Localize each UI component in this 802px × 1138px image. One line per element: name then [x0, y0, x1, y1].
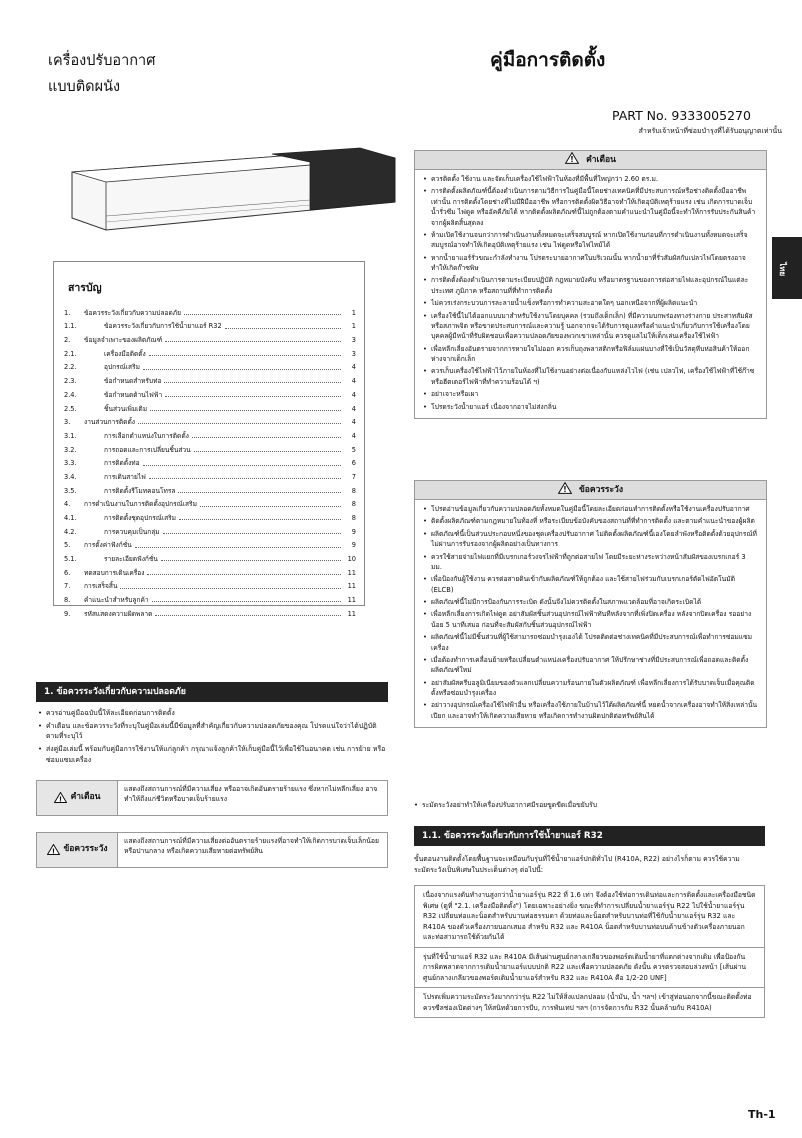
toc-entry-page: 4 [351, 431, 356, 440]
toc-entry-number: 2.4. [64, 390, 77, 399]
toc-leader [163, 533, 341, 534]
caution-item: • เพื่อป้องกันผู้ใช้งาน ควรต่อสายดินเข้ากับผลิตภัณฑ์ให้ถูกต้อง และใช้สายไฟร่วมกับเบรกเกอร์ตัดไฟอัตโนมัติ (ELCB) [423, 574, 758, 595]
section-r32-intro: ขั้นตอนงานติดตั้งโดยพื้นฐานจะเหมือนกับรุ่นที่ใช้น้ำยาแอร์ปกติทั่วไป (R410A, R22) อย่างไรก็ตาม ควรใช้ความระมัดระวังเป็นพิเศษในประเด็นต่างๆ ต่อไปนี้: [414, 855, 740, 874]
toc-entry-number: 2.3. [64, 377, 77, 386]
toc-entry-page: 11 [347, 582, 356, 591]
caution-item: • ติดตั้งผลิตภัณฑ์ตามกฎหมายในท้องที่ หรือระเบียบข้อบังคับของสถานที่ที่ทำการติดตั้ง และตามคำแนะนำของผู้ผลิต [423, 516, 758, 526]
toc-entry-number: 3. [64, 418, 71, 427]
toc-entry-number: 5.1. [64, 555, 77, 564]
svg-text:!: ! [563, 485, 567, 494]
toc-leader [149, 355, 341, 356]
caution-item: • ผลิตภัณฑ์นี้ไม่มีชิ้นส่วนที่ผู้ใช้สามารถซ่อมบำรุงเองได้ โปรดติดต่อช่างเทคนิคที่มีประสบการณ์เพื่อทำการซ่อมแซมเครื่อง [423, 632, 758, 653]
language-tab [772, 237, 802, 299]
toc-entry-label: ทดสอบการเดินเครื่อง [84, 568, 145, 577]
caution-item: • ผลิตภัณฑ์นี้ไม่มีการป้องกันการระเบิด ดังนั้นจึงไม่ควรติดตั้งในสภาพแวดล้อมที่อาจเกิดระเบิดได้ [423, 597, 758, 607]
svg-text:!: ! [570, 155, 574, 164]
toc-entry-number: 3.3. [64, 459, 77, 468]
product-name-line2: แบบติดผนัง [48, 79, 121, 95]
toc-list [64, 304, 356, 619]
toc-entry-label: ชิ้นส่วนเพิ่มเติม [104, 404, 148, 413]
caution-triangle-icon [558, 482, 572, 494]
toc-entry[interactable] [64, 345, 356, 359]
toc-entry-number: 3.5. [64, 486, 77, 495]
toc-entry-label: การติดตั้งชุดอุปกรณ์เสริม [104, 514, 177, 523]
toc-entry-page: 11 [347, 609, 356, 618]
legend-caution-text: แสดงถึงสถานการณ์ที่มีความเสี่ยงต่ออันตรายร้ายแรงที่อาจทำให้เกิดการบาดเจ็บเล็กน้อย หรือปานกลาง หรือเกิดความเสียหายต่อทรัพย์สิน [124, 836, 379, 855]
caution-item: • อย่าวางอุปกรณ์เครื่องใช้ไฟฟ้าอื่น หรือเครื่องใช้ภายในบ้านไว้ใต้ผลิตภัณฑ์นี้ หยดน้ำจากเครื่องอาจทำให้สิ่งเหล่านั้นเปียก และอาจทำให้เกิดความเสียหาย หรือเกิดการทำงานผิดปกติต่อทรัพย์สินได้ [423, 700, 758, 721]
toc-entry-page: 10 [347, 555, 356, 564]
toc-entry-number: 7. [64, 582, 71, 591]
toc-entry[interactable] [64, 482, 356, 496]
toc-entry-label: ข้อกำหนดสำหรับท่อ [104, 377, 162, 386]
warning-item: • อย่าเจาะหรือเผา [423, 389, 758, 399]
legend-warning [36, 780, 388, 816]
toc-leader [165, 396, 341, 397]
toc-entry[interactable] [64, 455, 356, 469]
caution-after-note: • ระมัดระวังอย่าทำให้เครื่องปรับอากาศมีรอยขูดขีดเมื่อขยับรับ [414, 800, 762, 811]
toc-entry-label: อุปกรณ์เสริม [104, 363, 140, 372]
toc-entry-page: 5 [351, 445, 356, 454]
warning-list [415, 170, 766, 418]
product-name-line1: เครื่องปรับอากาศ [48, 53, 156, 69]
toc-entry-number: 3.1. [64, 431, 77, 440]
toc-entry-label: รหัสแสดงความผิดพลาด [84, 609, 153, 618]
toc-entry-label: การเดินสายไฟ [104, 472, 146, 481]
toc-entry-page: 8 [351, 514, 356, 523]
toc-leader [138, 423, 341, 424]
toc-entry-label: การติดตั้งท่อ [104, 459, 140, 468]
toc-entry[interactable] [64, 592, 356, 606]
caution-item: • เมื่อต้องทำการเคลื่อนย้ายหรือเปลี่ยนตำแหน่งเครื่องปรับอากาศ ให้ปรึกษาช่างที่มีประสบการณ์เพื่อถอดและติดตั้งผลิตภัณฑ์ใหม่ [423, 655, 758, 676]
warning-item: • โปรดระวังน้ำยาแอร์ เนื่องจากอาจไม่ส่งกลิ่น [423, 402, 758, 412]
toc-entry-page: 4 [351, 418, 356, 427]
toc-entry-number: 2.1. [64, 349, 77, 358]
toc-entry[interactable] [64, 386, 356, 400]
warning-item: • ห้ามเปิดใช้งานจนกว่าการดำเนินงานทั้งหมดจะเสร็จสมบูรณ์ หากเปิดใช้งานก่อนที่การดำเนินงานทั้งหมดจะเสร็จสมบูรณ์อาจทำให้เกิดอุบัติเหตุร้ายแรง เช่น ไฟดูดหรือไฟไหม้ได้ [423, 230, 758, 251]
caution-box [414, 480, 767, 728]
toc-entry-label: ข้อควรระวังเกี่ยวกับความปลอดภัย [84, 308, 181, 317]
toc-entry-number: 1. [64, 308, 71, 317]
toc-entry-page: 9 [351, 527, 356, 536]
toc-leader [164, 382, 341, 383]
toc-entry-number: 2.5. [64, 404, 77, 413]
toc-entry-page: 8 [351, 486, 356, 495]
toc-entry-page: 9 [351, 541, 356, 550]
toc-entry-page: 4 [351, 363, 356, 372]
toc-entry-number: 8. [64, 596, 71, 605]
toc-entry-number: 2.2. [64, 363, 77, 372]
toc-entry-label: เครื่องมือติดตั้ง [104, 349, 146, 358]
legend-caution-tag [37, 833, 118, 867]
toc-entry-page: 3 [351, 349, 356, 358]
toc-entry-number: 4.1. [64, 514, 77, 523]
toc-entry-page: 7 [351, 472, 356, 481]
r32-info-cell: รุ่นที่ใช้น้ำยาแอร์ R32 และ R410A มีเส้นผ่านศูนย์กลางเกลียวของพอร์ตเติมน้ำยาที่แตกต่างจากเดิม เพื่อป้องกันการผิดพลาดจากการเติมน้ำยาแอร์แบบปกติ R22 และเพื่อความปลอดภัย ดังนั้น ควรตรวจสอบล่วงหน้า [เส้นผ่านศูนย์กลางเกลียวของพอร์ตเติมน้ำยาแอร์สำหรับ R32 และ R410A คือ 1/2-20 UNF] [415, 948, 764, 989]
toc-leader [184, 314, 341, 315]
toc-entry[interactable] [64, 427, 356, 441]
section-r32 [414, 826, 765, 1018]
toc-entry-page: 4 [351, 377, 356, 386]
toc-entry-page: 1 [351, 308, 356, 317]
toc-entry-number: 3.4. [64, 472, 77, 481]
toc-entry-number: 4.2. [64, 527, 77, 536]
toc-entry-page: 1 [351, 322, 356, 331]
caution-box-title: ข้อควรระวัง [578, 485, 623, 495]
warning-item: • การติดตั้งผลิตภัณฑ์นี้ต้องดำเนินการตามวิธีการในคู่มือนี้โดยช่างเทคนิคที่มีประสบการณ์หรือช่างติดตั้งมืออาชีพเท่านั้น การติดตั้งโดยช่างที่ไม่มีฝีมืออาชีพ หรือการติดตั้งผิดวิธีอาจทำให้เกิดอุบัติเหตุร้ายแรง เช่น เกิดการบาดเจ็บ น้ำรั่วซึม ไฟดูด หรืออัคคีภัยได้ หากติดตั้งผลิตภัณฑ์นี้ไม่ถูกต้องตามคำแนะนำในคู่มือนี้จะทำให้การรับประกันสินค้าจากผู้ผลิตสิ้นสุดลง [423, 186, 758, 228]
caution-item: • ควรใช้สายจ่ายไฟแยกที่มีเบรกเกอร์วงจรไฟฟ้าที่ถูกต่อสายไฟ โดยมีระยะห่างระหว่างหน้าสัมผัสของเบรกเกอร์ 3 มม. [423, 552, 758, 573]
r32-info-cell: โปรดเพิ่มความระมัดระวังมากกว่ารุ่น R22 ไม่ให้สิ่งแปลกปลอม (น้ำมัน, น้ำ ฯลฯ) เข้าสู่ท่อนอกจากนี้ขณะติดตั้งท่อ ควรซีลช่องเปิดต่างๆ ให้สนิทด้วยการบีบ, การพันเทป ฯลฯ (การจัดการกับ R32 นั้นคล้ายกับ R410A) [423, 993, 752, 1012]
toc-entry-label: งานส่วนการติดตั้ง [84, 418, 135, 427]
toc-leader [179, 519, 341, 520]
toc-entry-number: 5. [64, 541, 71, 550]
safety-bullet: • ส่งคู่มือเล่มนี้ พร้อมกับคู่มือการใช้งานให้แก่ลูกค้า กรุณาแจ้งลูกค้าให้เก็บคู่มือนี้ไว้เพื่อใช้ในอนาคต เช่น การย้าย หรือซ่อมแซมเครื่อง [38, 744, 388, 765]
toc-entry-number: 6. [64, 568, 71, 577]
toc-leader [178, 492, 341, 493]
toc-leader [143, 465, 341, 466]
toc-entry[interactable] [64, 578, 356, 592]
toc-entry[interactable] [64, 605, 356, 619]
air-conditioner-illustration [60, 144, 405, 244]
toc-leader [147, 574, 341, 575]
product-name [48, 48, 248, 100]
caution-list [415, 500, 766, 727]
caution-item: • ผลิตภัณฑ์นี้เป็นส่วนประกอบหนึ่งของชุดเครื่องปรับอากาศ ไม่ติดตั้งผลิตภัณฑ์นี้เองโดยลำพังหรือติดตั้งด้วยอุปกรณ์ที่ไม่ผ่านการรับรองจากผู้ผลิตอย่างเป็นทางการ [423, 529, 758, 550]
toc-entry[interactable] [64, 523, 356, 537]
section-r32-title: 1.1. ข้อควรระวังเกี่ยวกับการใช้น้ำยาแอร์ R32 [414, 826, 765, 846]
toc-entry[interactable] [64, 496, 356, 510]
toc-entry[interactable] [64, 510, 356, 524]
section-safety-title: 1. ข้อควรระวังเกี่ยวกับความปลอดภัย [36, 682, 388, 702]
toc-entry-label: การควบคุมเป็นกลุ่ม [104, 527, 160, 536]
part-note: สำหรับเจ้าหน้าที่ซ่อมบำรุงที่ได้รับอนุญาตเท่านั้น [638, 127, 782, 135]
warning-item: • เพื่อหลีกเลี่ยงอันตรายจากการหายใจไม่ออก ควรเก็บถุงพลาสติกหรือฟิล์มแผ่นบางที่ใช้เป็นวัสดุหีบห่อสินค้าให้ออกห่างจากเด็กเล็ก [423, 344, 758, 365]
toc-entry[interactable] [64, 537, 356, 551]
part-number: PART No. 9333005270 [612, 108, 751, 123]
toc-title: สารบัญ [68, 282, 102, 294]
toc-entry-label: การเลือกตำแหน่งในการติดตั้ง [104, 431, 189, 440]
toc-entry[interactable] [64, 373, 356, 387]
warning-item: • ไม่ควรเร่งกระบวนการละลายน้ำแข็งหรือการทำความสะอาดใดๆ นอกเหนือจากที่ผู้ผลิตแนะนำ [423, 298, 758, 308]
toc-entry-page: 8 [351, 500, 356, 509]
caution-triangle-icon [47, 844, 60, 855]
toc-leader [120, 588, 341, 589]
table-of-contents [53, 261, 365, 618]
toc-entry[interactable] [64, 359, 356, 373]
svg-text:!: ! [51, 847, 55, 856]
toc-leader [155, 615, 341, 616]
legend-warning-text: แสดงถึงสถานการณ์ที่มีความเสี่ยง หรืออาจเกิดอันตรายร้ายแรง ซึ่งหากไม่หลีกเลี่ยง อาจทำให้ถึงแก่ชีวิตหรือบาดเจ็บร้ายแรง [124, 784, 378, 803]
caution-box-header [415, 481, 766, 500]
toc-entry-label: การดำเนินงานในการติดตั้งอุปกรณ์เสริม [84, 500, 197, 509]
toc-leader [165, 341, 341, 342]
legend-warning-tag [37, 781, 118, 815]
toc-entry-number: 3.2. [64, 445, 77, 454]
toc-entry[interactable] [64, 551, 356, 565]
toc-entry[interactable] [64, 332, 356, 346]
caution-item: • โปรดอ่านข้อมูลเกี่ยวกับความปลอดภัยทั้งหมดในคู่มือนี้โดยละเอียดก่อนทำการติดตั้งหรือใช้งานเครื่องปรับอากาศ [423, 504, 758, 514]
warning-box [414, 150, 767, 419]
toc-entry-number: 4. [64, 500, 71, 509]
page-title: คู่มือการติดตั้ง [490, 49, 606, 71]
warning-item: • ควรเก็บเครื่องใช้ไฟฟ้าไว้ภายในห้องที่ไม่ใช้งานอย่างต่อเนื่องกับแหล่งไวไฟ (เช่น เปลวไฟ, เครื่องใช้ไฟฟ้าที่ใช้ก๊าซ หรือฮีตเตอร์ไฟฟ้าที่ทำความร้อนได้ ฯ) [423, 366, 758, 387]
safety-bullet: • ควรอ่านคู่มือฉบับนี้ให้ละเอียดก่อนการติดตั้ง [38, 708, 388, 719]
warning-item: • ควรติดตั้ง ใช้งาน และจัดเก็บเครื่องใช้ไฟฟ้าในห้องที่มีพื้นที่ใหญ่กว่า 2.60 ตร.ม. [423, 174, 758, 184]
warning-item: • เครื่องใช้นี้ไม่ได้ออกแบบมาสำหรับใช้งานโดยบุคคล (รวมถึงเด็กเล็ก) ที่มีความบกพร่องทางร่างกาย ประสาทสัมผัสหรือสภาพจิต หรือขาดประสบการณ์และความรู้ นอกจากจะได้รับการดูแลหรือคำแนะนำเกี่ยวกับการใช้เครื่องโดยบุคคลผู้มีหน้าที่รับผิดชอบเพื่อความปลอดภัยของพวกเขาเหล่านั้น ควรดูแลไม่ให้เด็กเล่นเครื่องใช้ไฟฟ้า [423, 311, 758, 342]
safety-bullet: • คำเตือน และข้อควรระวังที่ระบุในคู่มือเล่มนี้มีข้อมูลที่สำคัญเกี่ยวกับความปลอดภัยของคุณ โปรดแน่ใจว่าได้ปฏิบัติตามที่ระบุไว้ [38, 721, 388, 742]
toc-entry[interactable] [64, 469, 356, 483]
toc-leader [149, 478, 341, 479]
warning-item: • หากน้ำยาแอร์รั่วขณะกำลังทำงาน โปรดระบายอากาศในบริเวณนั้น หากน้ำยาที่รั่วสัมผัสกับเปลวไฟโดยตรงอาจทำให้เกิดก๊าซพิษ [423, 253, 758, 274]
toc-leader [150, 410, 341, 411]
toc-entry-page: 6 [351, 459, 356, 468]
toc-entry-label: การติดตั้งรีโมทคอนโทรล [104, 486, 176, 495]
toc-entry-page: 11 [347, 568, 356, 577]
section-safety [36, 682, 388, 868]
toc-leader [225, 328, 341, 329]
toc-leader [143, 369, 341, 370]
warning-triangle-icon [565, 152, 579, 164]
toc-leader [194, 451, 341, 452]
toc-leader [192, 437, 341, 438]
toc-entry-number: 1.1. [64, 322, 77, 331]
r32-info-cell: เนื่องจากแรงดันทำงานสูงกว่าน้ำยาแอร์รุ่น R22 ที่ 1.6 เท่า จึงต้องใช้ท่อการเดินท่อและการติดตั้งและเครื่องมือชนิดพิเศษ (ดูที่ "2.1. เครื่องมือติดตั้ง") โดยเฉพาะอย่างยิ่ง ขณะที่ทำการเปลี่ยนน้ำยาแอร์รุ่น R22 ไปใช้น้ำยาแอร์รุ่น R32 เปลี่ยนท่อและน็อตสำหรับบานท่อธรรมดา ด้วยท่อและน็อตสำหรับบานท่อที่ใช้กับน้ำยาแอร์รุ่น R32 และ R410A ของตัวเครื่องภายนอกเสมอ สำหรับ R32 และ R410A น็อตสำหรับบานท่อบนด้านข้างตัวเครื่องภายนอกและท่อสามารถใช้ด้วยกันได้ [415, 886, 764, 948]
toc-entry-number: 2. [64, 336, 71, 345]
toc-leader [135, 547, 341, 548]
toc-leader [152, 601, 341, 602]
toc-entry-label: การตั้งค่าฟังก์ชั่น [84, 541, 132, 550]
page-number: Th-1 [748, 1108, 776, 1121]
toc-entry-label: ข้อกำหนดด้านไฟฟ้า [104, 390, 163, 399]
toc-entry-label: การถอดและการเปลี่ยนชิ้นส่วน [104, 445, 191, 454]
toc-entry-label: ข้อมูลจำเพาะของผลิตภัณฑ์ [84, 336, 163, 345]
toc-entry-label: คำแนะนำสำหรับลูกค้า [84, 596, 149, 605]
toc-leader [161, 560, 341, 561]
warning-item: • การติดตั้งต้องดำเนินการตามระเบียบปฏิบัติ กฎหมายบังคับ หรือมาตรฐานของการต่อสายไฟและอุปกรณ์ในแต่ละประเทศ ภูมิภาค หรือสถานที่ที่ทำการติดตั้ง [423, 275, 758, 296]
svg-text:!: ! [58, 795, 62, 804]
toc-entry-page: 3 [351, 336, 356, 345]
toc-entry[interactable] [64, 441, 356, 455]
toc-entry-page: 11 [347, 596, 356, 605]
caution-item: • อย่าสัมผัสครีบอลูมิเนียมของตัวแลกเปลี่ยนความร้อนภายในตัวผลิตภัณฑ์ เพื่อหลีกเลี่ยงการได้รับบาดเจ็บเมื่อคุณติดตั้งหรือซ่อมบำรุงเครื่อง [423, 678, 758, 699]
toc-entry-number: 9. [64, 609, 71, 618]
toc-entry[interactable] [64, 564, 356, 578]
toc-entry[interactable] [64, 318, 356, 332]
legend-caution [36, 832, 388, 868]
r32-info-box [414, 885, 765, 1018]
language-tab-label: ไทย [778, 262, 788, 277]
toc-entry-page: 4 [351, 390, 356, 399]
warning-triangle-icon [54, 792, 67, 803]
toc-entry-label: การเสร็จสิ้น [84, 582, 118, 591]
toc-entry[interactable] [64, 400, 356, 414]
warning-box-header [415, 151, 766, 170]
legend-caution-label: ข้อควรระวัง [63, 843, 108, 854]
toc-entry-label: ข้อควรระวังเกี่ยวกับการใช้น้ำยาแอร์ R32 [104, 322, 222, 331]
legend-warning-label: คำเตือน [70, 791, 101, 802]
warning-box-title: คำเตือน [586, 155, 616, 165]
toc-entry-page: 4 [351, 404, 356, 413]
toc-leader [200, 506, 341, 507]
caution-item: • เพื่อหลีกเลี่ยงการเกิดไฟดูด อย่าสัมผัสชิ้นส่วนอุปกรณ์ไฟฟ้าทันทีหลังจากที่เพิ่งปิดเครื่อง หลังจากปิดเครื่อง รออย่างน้อย 5 นาทีเสมอ ก่อนที่จะสัมผัสกับชิ้นส่วนอุปกรณ์ไฟฟ้า [423, 609, 758, 630]
toc-entry[interactable] [64, 414, 356, 428]
toc-entry[interactable] [64, 304, 356, 318]
toc-entry-label: รายละเอียดฟังก์ชั่น [104, 555, 158, 564]
